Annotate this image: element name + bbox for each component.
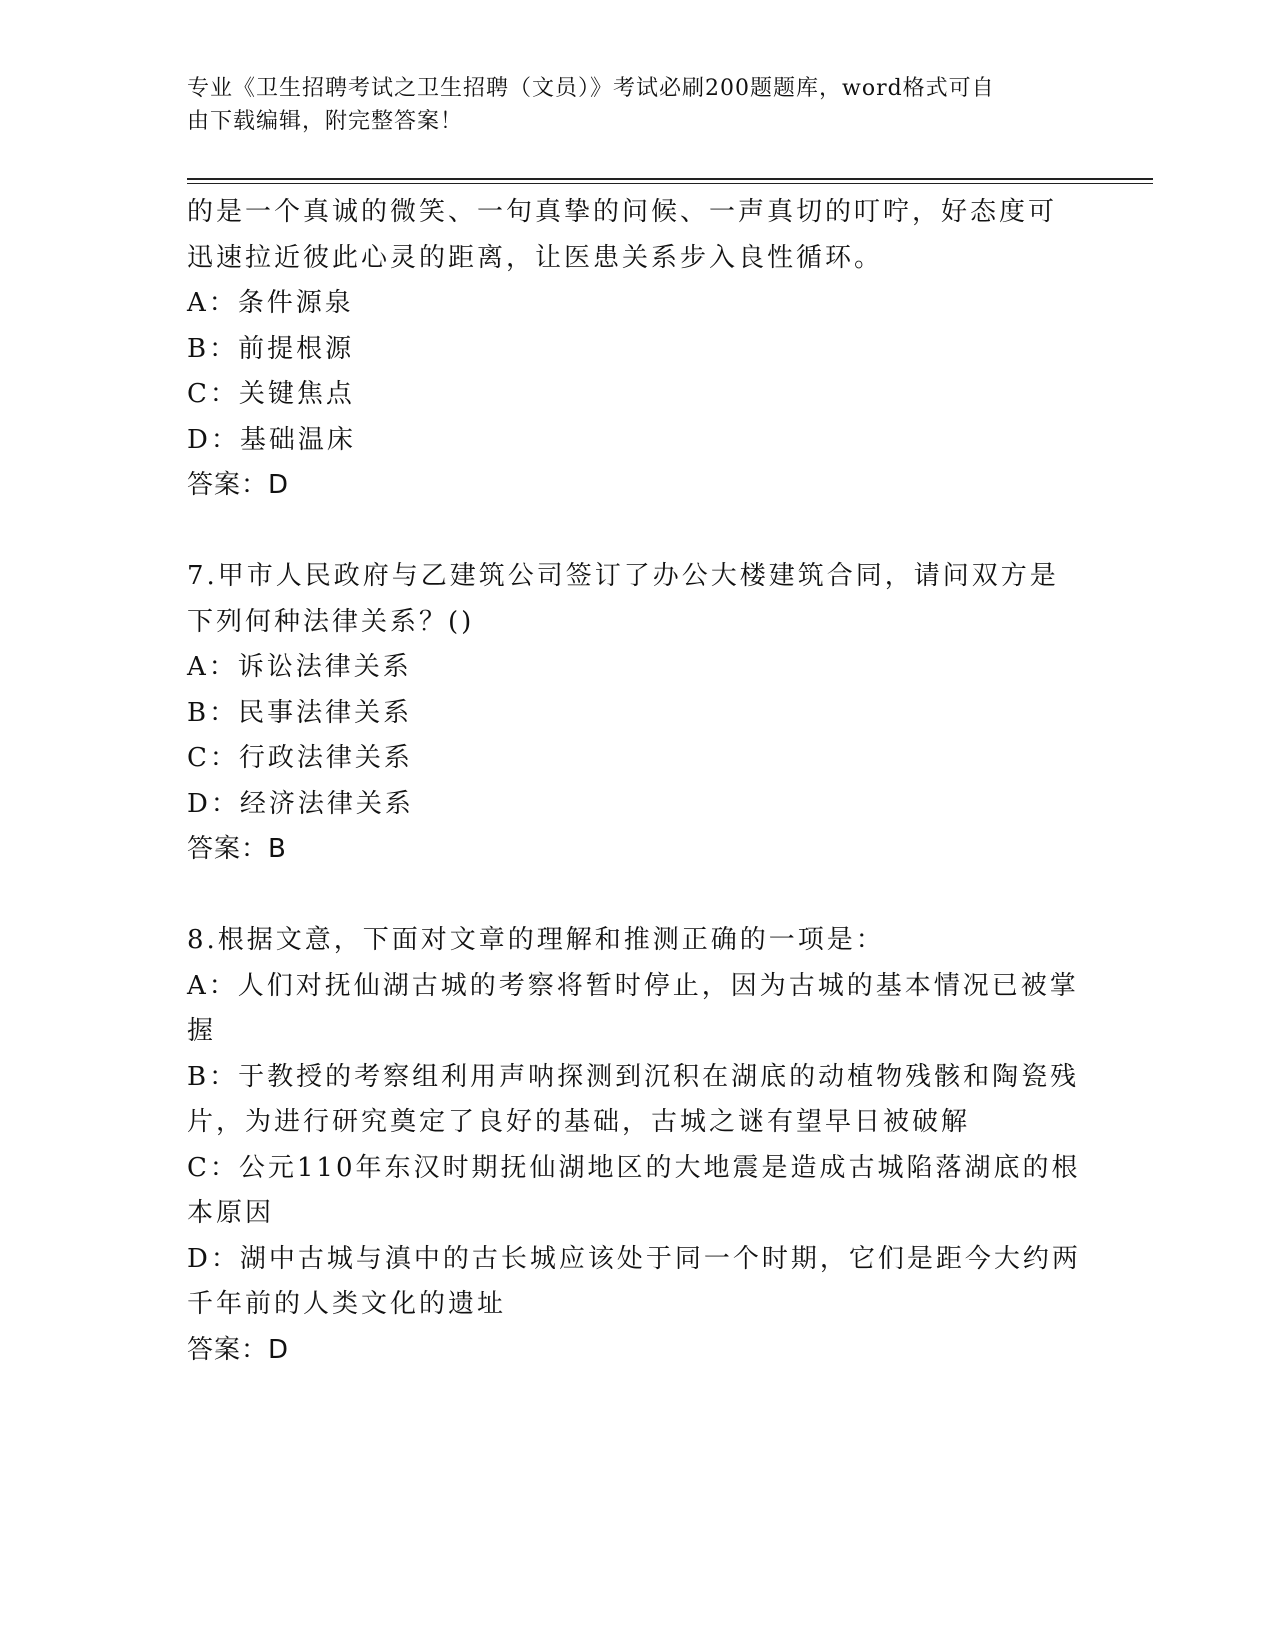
q8-option-a-line-1: A：人们对抚仙湖古城的考察将暂时停止，因为古城的基本情况已被掌: [187, 970, 1079, 1001]
q8-answer: 答案：D: [187, 1334, 290, 1365]
q8-option-c-line-1: C：公元110年东汉时期抚仙湖地区的大地震是造成古城陷落湖底的根: [187, 1152, 1081, 1183]
question-8-block: [187, 918, 1087, 1373]
q6-stem-line-2: 迅速拉近彼此心灵的距离，让医患关系步入良性循环。: [187, 242, 884, 273]
q8-option-d-line-1: D：湖中古城与滇中的古长城应该处于同一个时期，它们是距今大约两: [187, 1243, 1081, 1274]
header-divider-thin: [187, 183, 1153, 184]
q7-answer: 答案：B: [187, 834, 287, 864]
header-title-line-2: 由下载编辑，附完整答案！: [187, 109, 464, 134]
q7-option-a: A：诉讼法律关系: [187, 652, 412, 682]
spacer: [187, 509, 1087, 555]
q8-option-b-line-2: 片，为进行研究奠定了良好的基础，古城之谜有望早日被破解: [187, 1107, 971, 1137]
q8-option-a-line-2: 握: [187, 1016, 217, 1046]
header-title-line-1: 专业《卫生招聘考试之卫生招聘（文员）》考试必刷200题题库，word格式可自: [187, 76, 995, 101]
q7-option-d: D：经济法律关系: [187, 788, 414, 819]
q6-answer: 答案：D: [187, 470, 290, 500]
document-body: [187, 190, 1087, 1373]
q7-option-c: C：行政法律关系: [187, 743, 413, 773]
q8-option-d-line-2: 千年前的人类文化的遗址: [187, 1289, 507, 1319]
q8-option-b-line-1: B：于教授的考察组利用声呐探测到沉积在湖底的动植物残骸和陶瓷残: [187, 1061, 1080, 1092]
q8-stem-line-1: 8.根据文意，下面对文章的理解和推测正确的一项是：: [187, 925, 885, 955]
document-header: [187, 72, 1067, 138]
q6-option-a: A：条件源泉: [187, 288, 354, 318]
q8-option-c-line-2: 本原因: [187, 1198, 275, 1228]
q7-option-b: B：民事法律关系: [187, 697, 413, 728]
q6-option-c: C：关键焦点: [187, 379, 355, 409]
q6-option-b: B：前提根源: [187, 333, 355, 364]
question-6-block: [187, 190, 1087, 509]
question-7-block: [187, 554, 1087, 873]
q6-option-d: D：基础温床: [187, 424, 356, 455]
q6-stem-line-1: 的是一个真诚的微笑、一句真挚的问候、一声真切的叮咛，好态度可: [187, 197, 1058, 227]
q7-stem-line-1: 7.甲市人民政府与乙建筑公司签订了办公大楼建筑合同，请问双方是: [187, 561, 1059, 591]
spacer: [187, 873, 1087, 919]
header-divider-thick: [187, 178, 1153, 180]
q7-stem-line-2: 下列何种法律关系？(): [187, 606, 475, 637]
